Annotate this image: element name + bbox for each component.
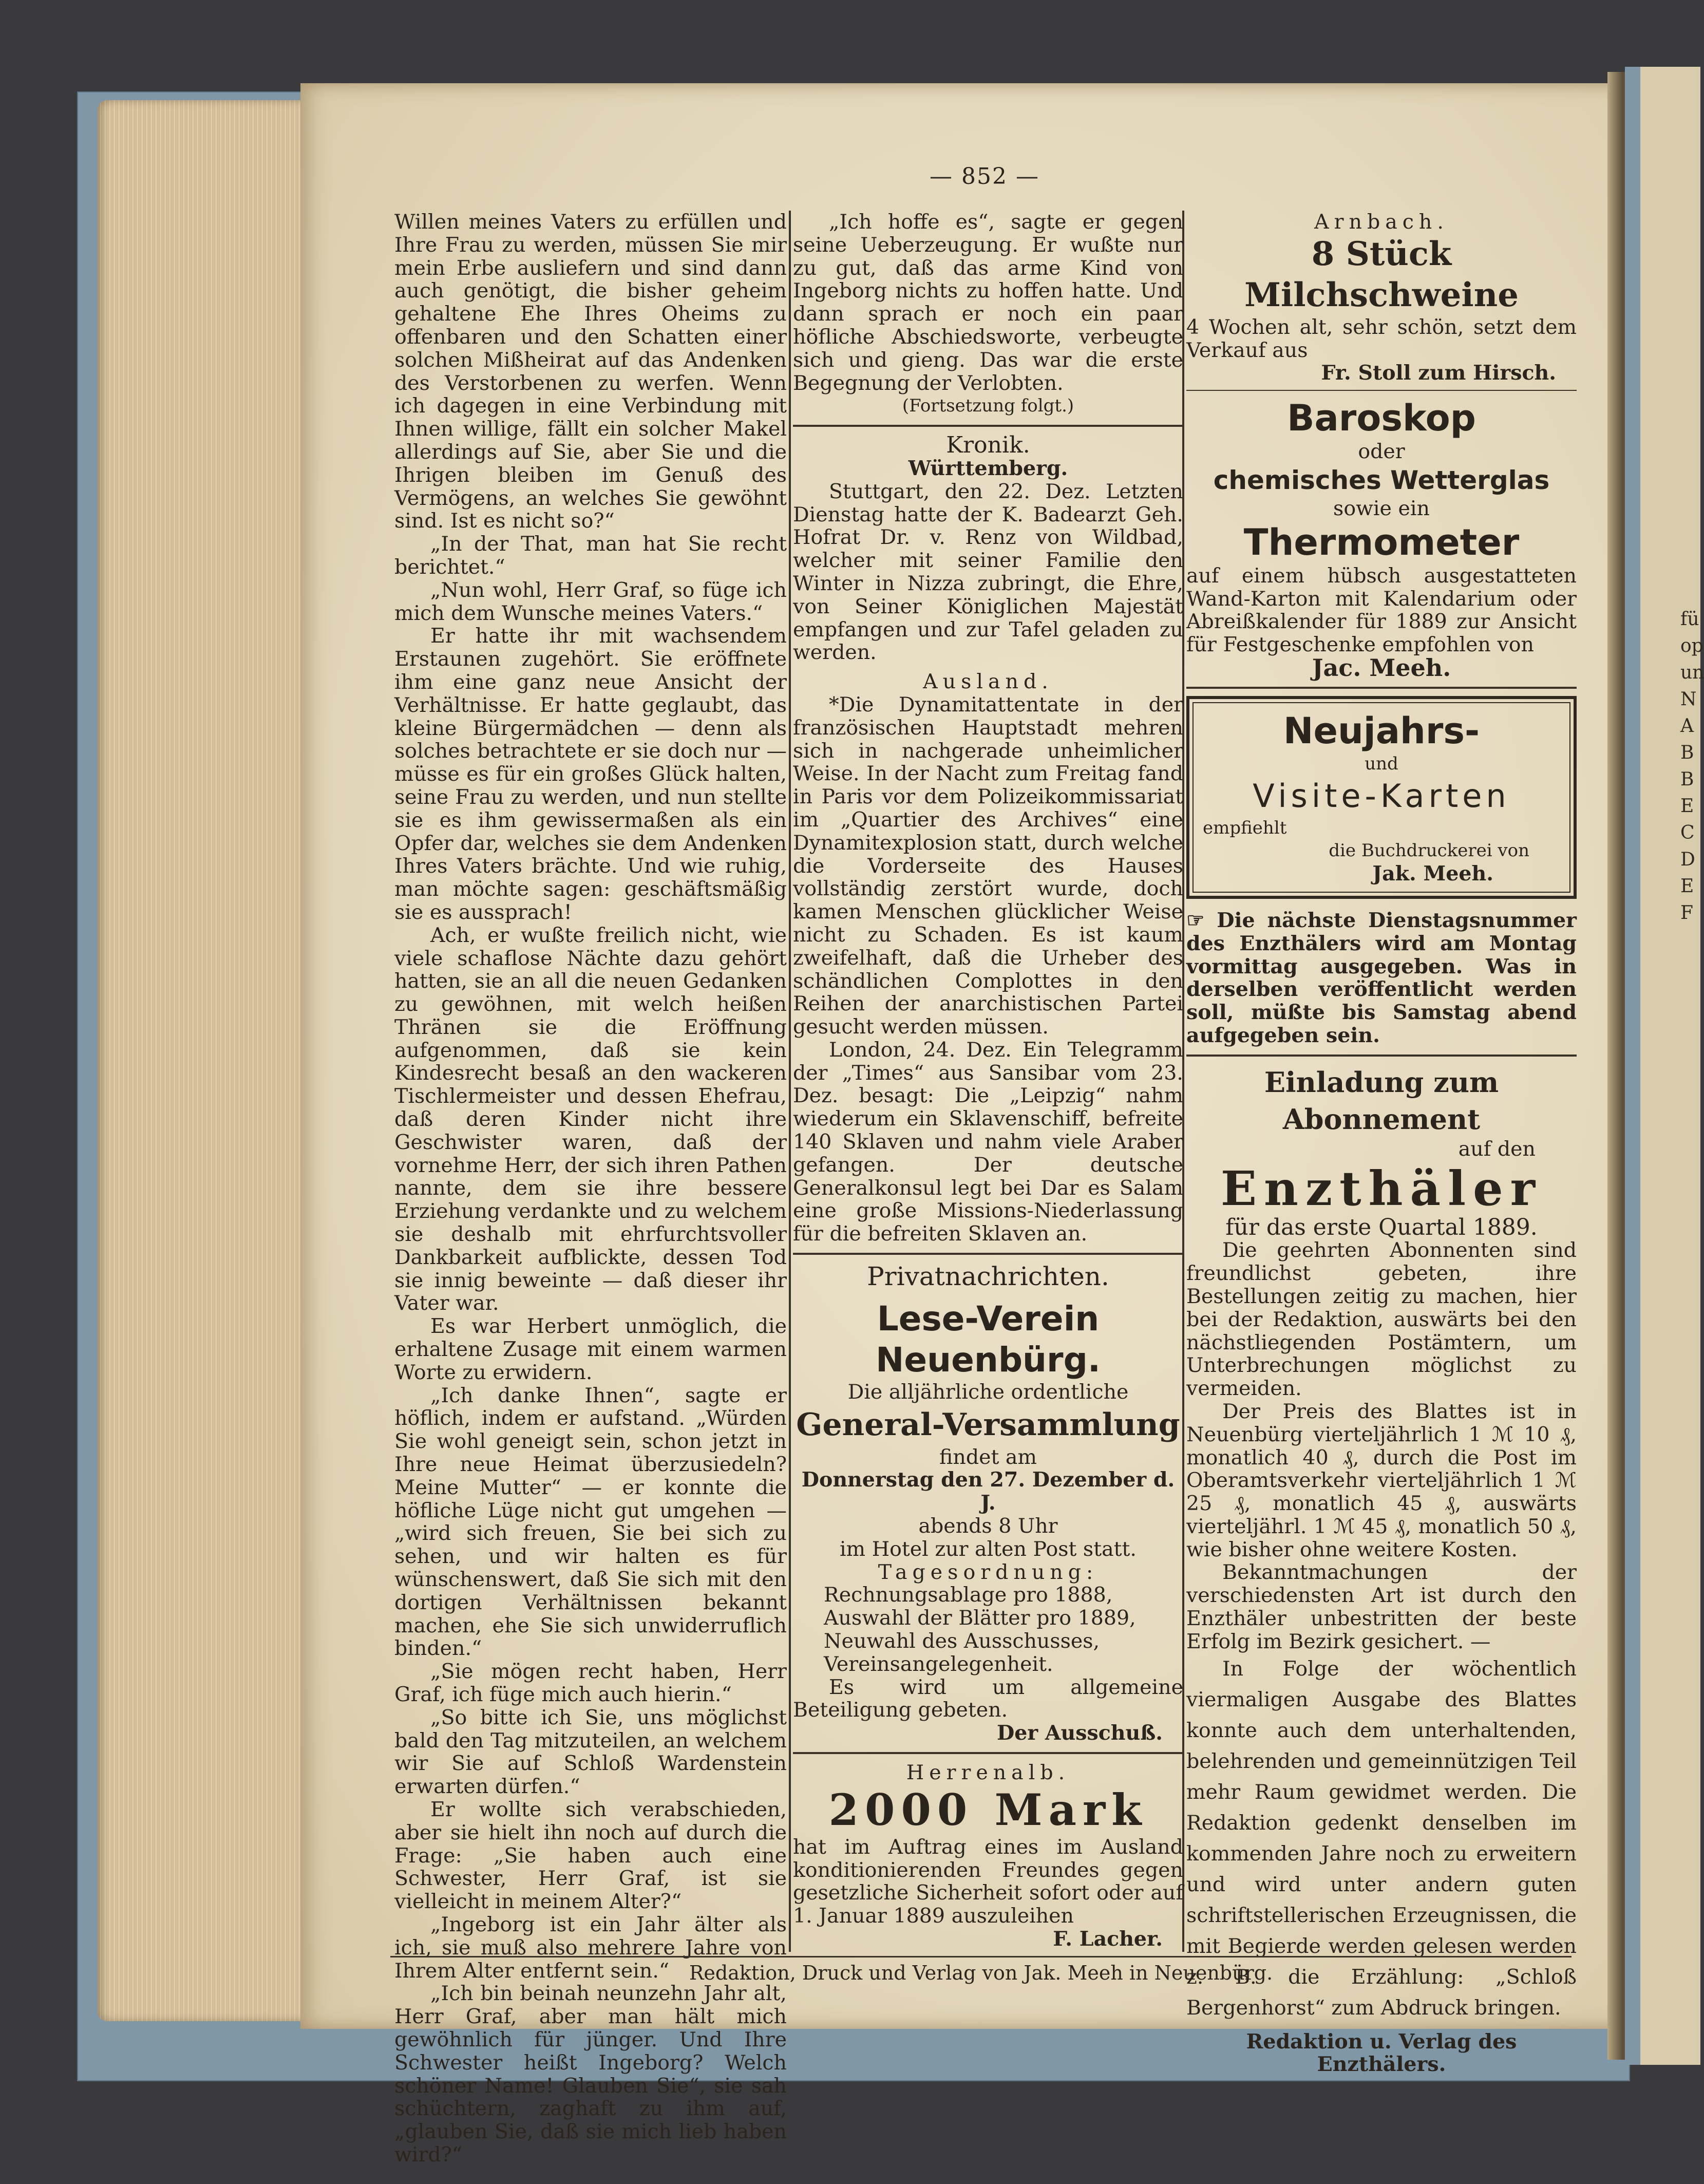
next-page-sliver [1628, 67, 1704, 2065]
page-number: — 852 — [930, 163, 1039, 190]
column-rule-1 [789, 211, 791, 1952]
mark-sign: F. Lacher. [1053, 1927, 1163, 1951]
next-page-fragment: D [1680, 849, 1695, 870]
general-versammlung: General-Versammlung [796, 1406, 1180, 1443]
notice-text: ☞ Die nächste Dienstagsnummer des Enzthälers wird am Montag vormittag ausgegeben. Was in derselben veröffentlicht werden soll, müßte bis Samstag abend aufgegeben sein. [1186, 908, 1577, 1047]
empfiehlt: empfiehlt [1203, 817, 1287, 838]
column-ads [1186, 211, 1577, 2076]
column-news [793, 211, 1183, 1951]
next-page-cover-edge [1625, 67, 1640, 2065]
next-page-fragment: op [1680, 635, 1703, 656]
visite-karten: Visite-Karten [1253, 777, 1510, 815]
lese-line1: Die alljährliche ordentliche [847, 1380, 1129, 1404]
pigs-text: 4 Wochen alt, sehr schön, setzt dem Verkauf aus [1186, 315, 1577, 362]
divider [793, 1752, 1183, 1754]
lese-time: abends 8 Uhr [918, 1514, 1058, 1538]
wuerttemberg-text: Stuttgart, den 22. Dez. Letzten Dienstag hatte der K. Badearzt Geh. Hofrat Dr. v. Renz von Wildbad, welcher mit seiner Familie den Winter in Nizza zubringt, die Ehre, von Seiner Königlichen Majestät empfangen und zur Tafel geladen zu werden. [793, 479, 1183, 665]
agenda-item: Vereinsangelegenheit. [824, 1652, 1053, 1676]
arnbach: Arnbach. [1314, 210, 1449, 234]
agenda-list [793, 1584, 1183, 1675]
quartal: für das erste Quartal 1889. [1225, 1214, 1538, 1240]
imprint-footer: Redaktion, Druck und Verlag von Jak. Meeh in Neuenbürg. [390, 1956, 1572, 1984]
divider [1186, 1055, 1577, 1057]
pigs-sign: Fr. Stoll zum Hirsch. [1321, 361, 1556, 385]
next-page-fragments [1680, 606, 1704, 927]
ausland-title: Ausland. [923, 670, 1053, 694]
next-page-fragment: A [1680, 716, 1694, 737]
next-page-fragment: N [1680, 689, 1697, 710]
story-paragraph: Er wollte sich verabschieden, aber sie hielt ihn noch auf durch die Frage: „Sie haben auch eine Schwester, Herr Graf, ist sie vielleicht in meinem Alter?“ [394, 1797, 787, 1914]
story-paragraph: „Ingeborg ist ein Jahr älter als ich, sie muß also mehrere Jahre von Ihrem Alter entfernt sein.“ [394, 1912, 787, 1983]
baroskop-sowie: sowie ein [1333, 496, 1430, 520]
lese-sign: Der Ausschuß. [996, 1721, 1163, 1745]
next-page-fragment: C [1680, 822, 1695, 843]
next-page-fragment: B [1680, 742, 1694, 763]
ausland-text-london: London, 24. Dez. Ein Telegramm der „Times“ aus Sansibar vom 23. Dez. besagt: Die „Leipzig“ nahm wiederum ein Sklavenschiff, befreite 140 Sklaven und nahm viele Araber gefangen. Der deutsche Generalkonsul legt bei Dar es Salam eine große Missions-Niederlassung für die befreiten Sklaven an. [793, 1038, 1183, 1246]
abo-auf: auf den [1458, 1137, 1536, 1161]
next-page-fragment: E [1680, 876, 1694, 897]
agenda-item: Auswahl der Blätter pro 1889, [824, 1606, 1136, 1630]
next-page-fragment: E [1680, 796, 1694, 817]
druckerei: die Buchdruckerei von [1329, 840, 1529, 861]
pigs-title: 8 Stück Milchschweine [1244, 234, 1519, 314]
lese-verein-title: Lese-Verein Neuenbürg. [876, 1298, 1101, 1380]
column-story [394, 211, 787, 2167]
story-paragraph: Er hatte ihr mit wachsendem Erstaunen zugehört. Sie eröffnete ihm eine ganz neue Ansicht der Verhältnisse. Er hatte geglaubt, das kleine Bürgermädchen — denn als solches betrachtete er sie doch nur — müsse es für ein großes Glück halten, seine Frau zu werden, und nun stellte sie es ihm gewissermaßen als ein Opfer dar, welches sie dem Andenken Ihres Vaters brächte. Und wie ruhig, man möchte sagen: geschäftsmäßig sie es aussprach! [394, 624, 787, 924]
baroskop-text: auf einem hübsch ausgestatteten Wand-Karton mit Kalendarium oder Abreißkalender für 1889 zur Ansicht für Festgeschenke empfohlen von [1186, 563, 1577, 657]
druckerei-sign: Jak. Meeh. [1372, 862, 1493, 886]
story-paragraph: „Sie mögen recht haben, Herr Graf, ich füge mich auch hierin.“ [394, 1660, 787, 1706]
agenda-title: Tagesordnung: [878, 1560, 1099, 1584]
neujahrs-title: Neujahrs- [1283, 709, 1480, 752]
und: und [1365, 753, 1398, 774]
next-page-fragment: B [1680, 769, 1694, 790]
story-paragraph: Willen meines Vaters zu erfüllen und Ihre Frau zu werden, müssen Sie mir mein Erbe ausliefern und sind dann auch genötigt, die bisher geheim gehaltene Ehe Ihres Oheims zu offenbaren und den Schatten einer solchen Mißheirat auf das Andenken des Verstorbenen zu werfen. Wenn ich dagegen in eine Verbindung mit Ihnen willige, fällt ein solcher Makel allerdings auf Sie, aber Sie und die Ihrigen bleiben im Genuß des Vermögens, an welches Sie gewöhnt sind. Ist es nicht so?“ [394, 210, 787, 533]
lese-date: Donnerstag den 27. Dezember d. J. [801, 1468, 1175, 1515]
divider [793, 425, 1183, 427]
baroskop-title: Baroskop [1287, 397, 1476, 440]
lese-place: im Hotel zur alten Post statt. [840, 1537, 1137, 1561]
divider [793, 1253, 1183, 1255]
lese-line2: findet am [939, 1445, 1037, 1469]
abo-sign: Redaktion u. Verlag des Enzthälers. [1246, 2029, 1517, 2077]
private-title: Privatnachrichten. [867, 1262, 1109, 1292]
lese-invite: Es wird um allgemeine Beteiligung gebeten. [793, 1675, 1183, 1722]
mark-title: 2000 Mark [828, 1784, 1148, 1835]
next-page-fragment: fü [1680, 609, 1699, 630]
next-page-fragment: F [1680, 902, 1693, 924]
story-paragraph: „Ich danke Ihnen“, sagte er höflich, indem er aufstand. „Würden Sie wohl geneigt sein, schon jetzt in Ihre neue Heimat überzusiedeln? Meine Mutter“ — er konnte die höfliche Lüge nicht gut umgehen — „wird sich freuen, Sie bei sich zu sehen, und wir halten es für wünschenswert, daß Sie sich mit den dortigen Verhältnissen bekannt machen, ehe Sie sich unwiderruflich binden.“ [394, 1383, 787, 1661]
baroskop-sign: Jac. Meeh. [1312, 653, 1451, 682]
continued-note: (Fortsetzung folgt.) [902, 396, 1074, 417]
mark-text: hat im Auftrag eines im Ausland konditionierenden Freundes gegen gesetzliche Sicherheit sofort oder auf 1. Januar 1889 auszuleihen [793, 1835, 1183, 1928]
story-paragraph: „Nun wohl, Herr Graf, so füge ich mich dem Wunsche meines Vaters.“ [394, 578, 787, 625]
abo-title: Einladung zum Abonnement [1264, 1065, 1499, 1136]
story-paragraph: Ach, er wußte freilich nicht, wie viele schaflose Nächte dazu gehört hatten, sie an all die neuen Gedanken zu gewöhnen, mit welch heißen Thränen sie die Eröffnung aufgenommen, daß sie kein Kindesrecht besaß an den wackeren Tischlermeister und dessen Ehefrau, daß deren Kinder nicht ihre Geschwister waren, daß der vornehme Herr, der sich ihren Pathen nannte, dem sie ihre bessere Erziehung verdankte und zu welchem sie deshalb mit ehrfurchtsvoller Dankbarkeit aufblickte, dessen Tod sie innig beweinte — daß dieser ihr Vater war. [394, 923, 787, 1315]
baroskop-oder: oder [1358, 440, 1405, 464]
thermometer-title: Thermometer [1243, 521, 1520, 563]
enzthaeler-title: Enzthäler [1220, 1160, 1543, 1216]
divider [1186, 687, 1577, 689]
herrenalb: Herrenalb. [906, 1761, 1070, 1785]
agenda-item: Neuwahl des Ausschusses, [824, 1629, 1100, 1653]
wetterglas: chemisches Wetterglas [1213, 465, 1550, 495]
story-ending: „Ich hoffe es“, sagte er gegen seine Ueberzeugung. Er wußte nur zu gut, daß das arme Kind von Ingeborg nichts zu hoffen hatte. Und dann sprach er noch ein paar höfliche Abschiedsworte, verbeugte sich und gieng. Das war die erste Begegnung der Verlobten. [793, 210, 1183, 395]
visiting-cards-ad [1186, 696, 1577, 899]
story-paragraph: „So bitte ich Sie, uns möglichst bald den Tag mitzuteilen, an welchem wir Sie auf Schloß Wardenstein erwarten dürfen.“ [394, 1705, 787, 1799]
chronik-title: Kronik. [946, 432, 1030, 459]
divider [1186, 390, 1577, 391]
abo-paragraph-2: Der Preis des Blattes ist in Neuenbürg vierteljährlich 1 ℳ 10 ₰, monatlich 40 ₰, durch die Post im Oberamtsverkehr vierteljährlich 1 ℳ 25 ₰, monatlich 45 ₰, auswärts vierteljährl. 1 ℳ 45 ₰, monatlich 50 ₰, wie bisher ohne weitere Kosten. [1186, 1399, 1577, 1561]
story-paragraph: „Ich bin beinah neunzehn Jahr alt, Herr Graf, aber man hält mich gewöhnlich für jünger. Und Ihre Schwester heißt Ingeborg? Welch schöner Name! Glauben Sie“, sie sah schüchtern, zaghaft zu ihm auf, „glauben Sie, daß sie mich lieb haben wird?“ [394, 1982, 787, 2167]
story-paragraph: Es war Herbert unmöglich, die erhaltene Zusage mit einem warmen Worte zu erwidern. [394, 1314, 787, 1384]
abo-paragraph-1: Die geehrten Abonnenten sind freundlichst gebeten, ihre Bestellungen zeitig zu machen, hier bei der Redaktion, auswärts bei den nächstliegenden Postämtern, um Unterbrechungen möglichst zu vermeiden. [1186, 1238, 1577, 1401]
abo-paragraph-3: Bekanntmachungen der verschiedensten Art ist durch den Enzthäler unbestritten der beste Erfolg im Bezirk gesichert. — [1186, 1560, 1577, 1653]
page-edges [98, 100, 308, 2021]
abo-paragraph-4: In Folge der wöchentlich viermaligen Ausgabe des Blattes konnte auch dem unterhaltenden, belehrenden und gemeinnützigen Teil mehr Raum gewidmet werden. Die Redaktion gedenkt denselben im kommenden Jahre noch zu erweitern und wird unter andern guten schriftstellerischen Erzeugnissen, die mit Begierde werden gelesen werden z. B. die Erzählung: „Schloß Bergenhorst“ zum Abdruck bringen. [1186, 1656, 1577, 2020]
agenda-item: Rechnungsablage pro 1888, [824, 1583, 1113, 1607]
wuerttemberg-title: Württemberg. [908, 456, 1068, 480]
ausland-text-paris: *Die Dynamitattentate in der französischen Hauptstadt mehren sich in nachgerade unheimlicher Weise. In der Nacht zum Freitag fand in Paris vor dem Polizeikommissariat im „Quartier des Archives“ eine Dynamitexplosion statt, durch welche die Vorderseite des Hauses vollständig zerstört wurde, doch kamen Menschen glücklicher Weise nicht zu Schaden. Es ist kaum zweifelhaft, daß die Urheber des schändlichen Complottes in den Reihen der anarchistischen Partei gesucht werden müssen. [793, 692, 1183, 1039]
story-paragraph: „In der That, man hat Sie recht berichtet.“ [394, 532, 787, 579]
next-page-fragment: un [1680, 662, 1704, 683]
